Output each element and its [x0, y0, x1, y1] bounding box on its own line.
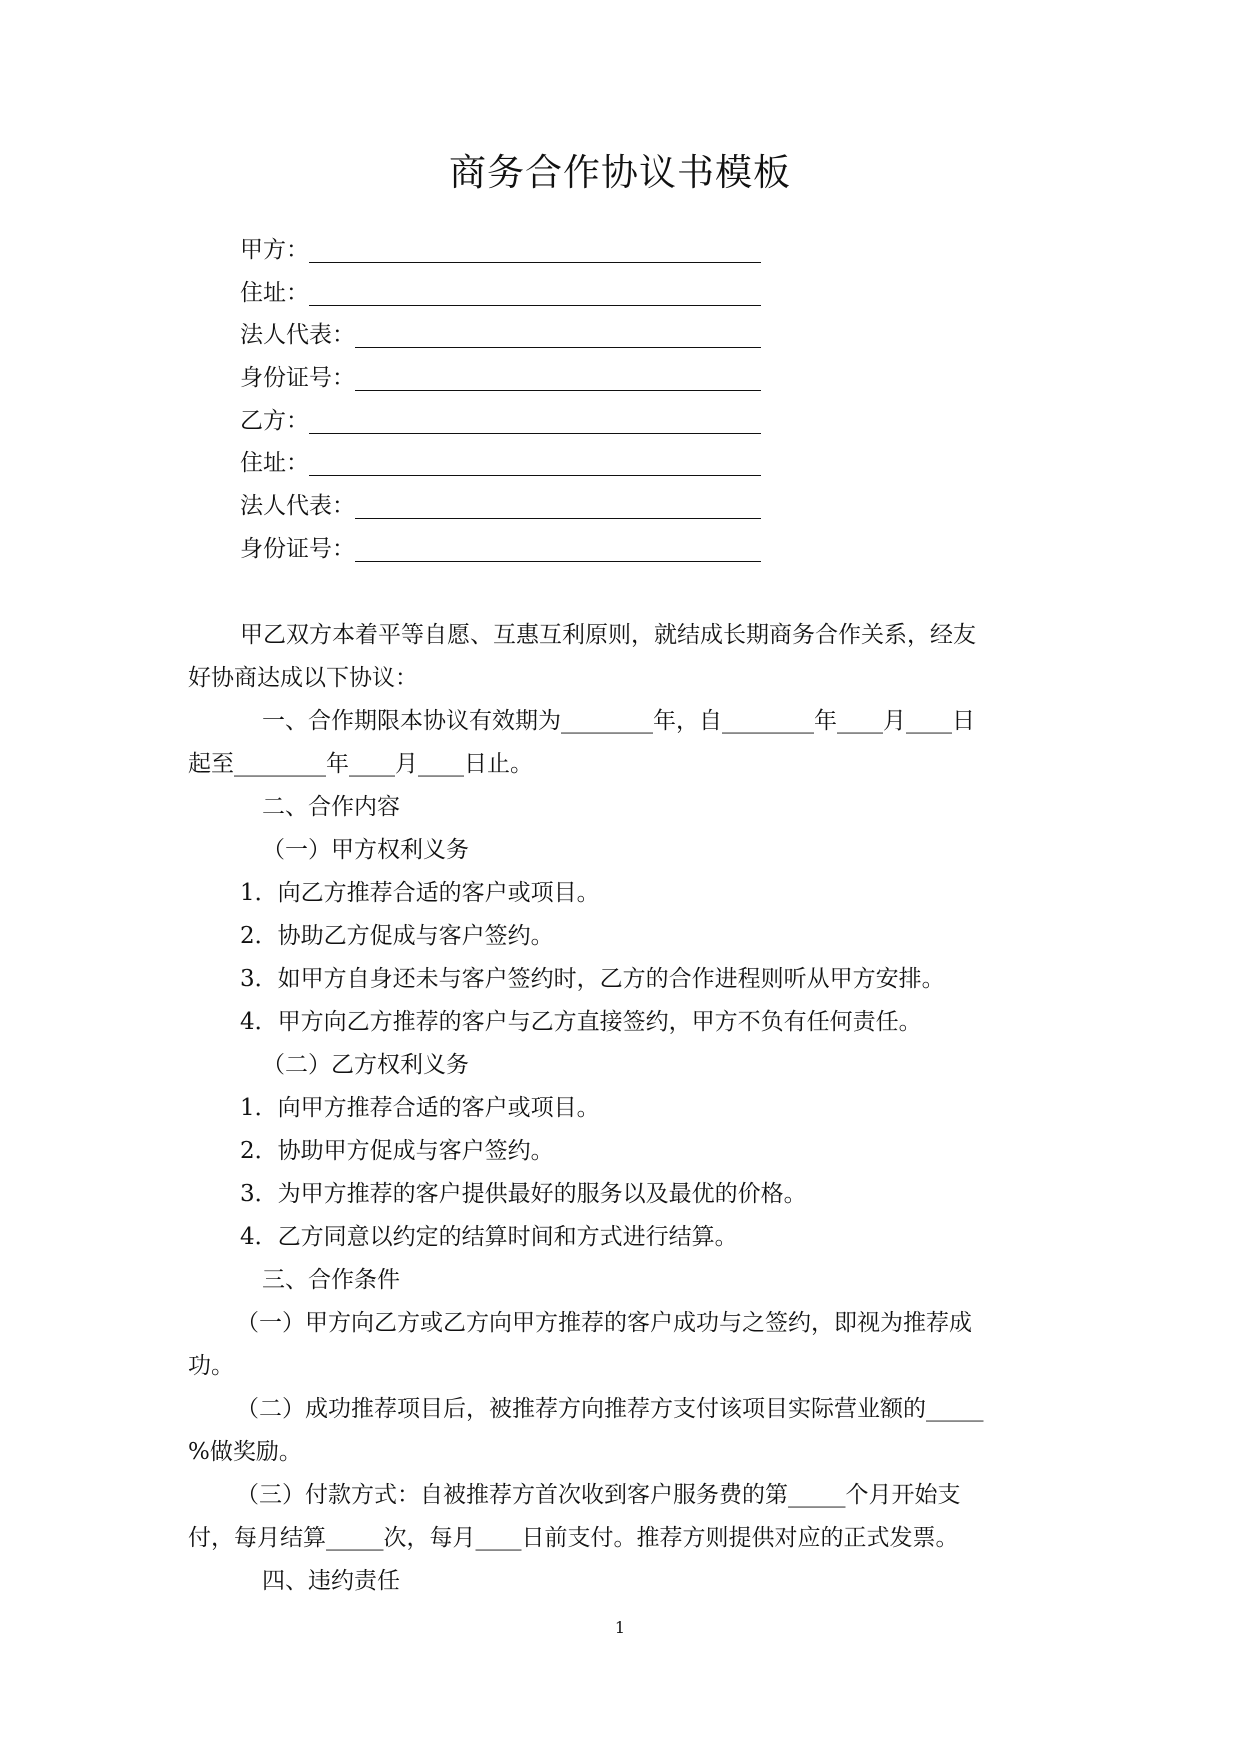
party-a-id-blank [355, 364, 761, 391]
party-a-name-blank [309, 236, 761, 263]
party-a-name-label: 甲方： [240, 237, 309, 263]
condition-1-line-1: （一）甲方向乙方或乙方向甲方推荐的客户成功与之签约，即视为推荐成 [236, 1310, 972, 1336]
party-a-address-label: 住址： [240, 280, 309, 306]
condition-3-line-1: （三）付款方式：自被推荐方首次收到客户服务费的第_____个月开始支 [236, 1482, 961, 1508]
party-b-address-label: 住址： [240, 450, 309, 476]
condition-3-line-2: 付，每月结算_____次，每月____日前支付。推荐方则提供对应的正式发票。 [188, 1525, 959, 1551]
party-b-address-blank [309, 449, 761, 476]
party-b-legal-rep-line [240, 488, 761, 524]
party-a-legal-rep-line [240, 317, 761, 353]
party-a-address-line [240, 275, 761, 311]
party-a-legal-rep-blank [355, 321, 761, 348]
party-b-item-4: 4．乙方同意以约定的结算时间和方式进行结算。 [240, 1224, 738, 1250]
party-b-legal-rep-blank [355, 492, 761, 519]
intro-line-1: 甲乙双方本着平等自愿、互惠互利原则，就结成长期商务合作关系，经友 [240, 622, 976, 648]
condition-1-line-2: 功。 [188, 1353, 234, 1379]
section-3-heading: 三、合作条件 [262, 1267, 400, 1293]
party-a-item-1: 1．向乙方推荐合适的客户或项目。 [240, 880, 600, 906]
party-a-id-line [240, 360, 761, 396]
party-b-address-line [240, 445, 761, 481]
party-a-name-line [240, 232, 761, 268]
party-a-rights-heading: （一）甲方权利义务 [262, 837, 469, 863]
page-number: 1 [614, 1618, 626, 1637]
section-2-heading: 二、合作内容 [262, 794, 400, 820]
party-b-id-label: 身份证号： [240, 536, 355, 562]
party-a-legal-rep-label: 法人代表： [240, 322, 355, 348]
party-b-name-label: 乙方： [240, 408, 309, 434]
party-a-id-label: 身份证号： [240, 365, 355, 391]
intro-line-2: 好协商达成以下协议： [188, 665, 418, 691]
party-a-address-blank [309, 279, 761, 306]
section-1-line-1: 一、合作期限本协议有效期为________年，自________年____月____日 [262, 708, 975, 734]
party-b-item-2: 2．协助甲方促成与客户签约。 [240, 1138, 554, 1164]
party-b-item-3: 3．为甲方推荐的客户提供最好的服务以及最优的价格。 [240, 1181, 807, 1207]
party-b-rights-heading: （二）乙方权利义务 [262, 1052, 469, 1078]
party-a-item-2: 2．协助乙方促成与客户签约。 [240, 923, 554, 949]
document-title: 商务合作协议书模板 [449, 151, 791, 194]
party-b-legal-rep-label: 法人代表： [240, 493, 355, 519]
party-b-name-line [240, 403, 761, 439]
party-a-item-4: 4．甲方向乙方推荐的客户与乙方直接签约，甲方不负有任何责任。 [240, 1009, 922, 1035]
party-a-item-3: 3．如甲方自身还未与客户签约时，乙方的合作进程则听从甲方安排。 [240, 966, 945, 992]
party-b-id-blank [355, 535, 761, 562]
party-b-id-line [240, 531, 761, 567]
section-4-heading: 四、违约责任 [262, 1568, 400, 1594]
party-b-item-1: 1．向甲方推荐合适的客户或项目。 [240, 1095, 600, 1121]
section-1-line-2: 起至________年____月____日止。 [188, 751, 533, 777]
condition-2-line-1: （二）成功推荐项目后，被推荐方向推荐方支付该项目实际营业额的_____ [236, 1396, 984, 1422]
condition-2-line-2: %做奖励。 [188, 1439, 302, 1465]
party-b-name-blank [309, 407, 761, 434]
